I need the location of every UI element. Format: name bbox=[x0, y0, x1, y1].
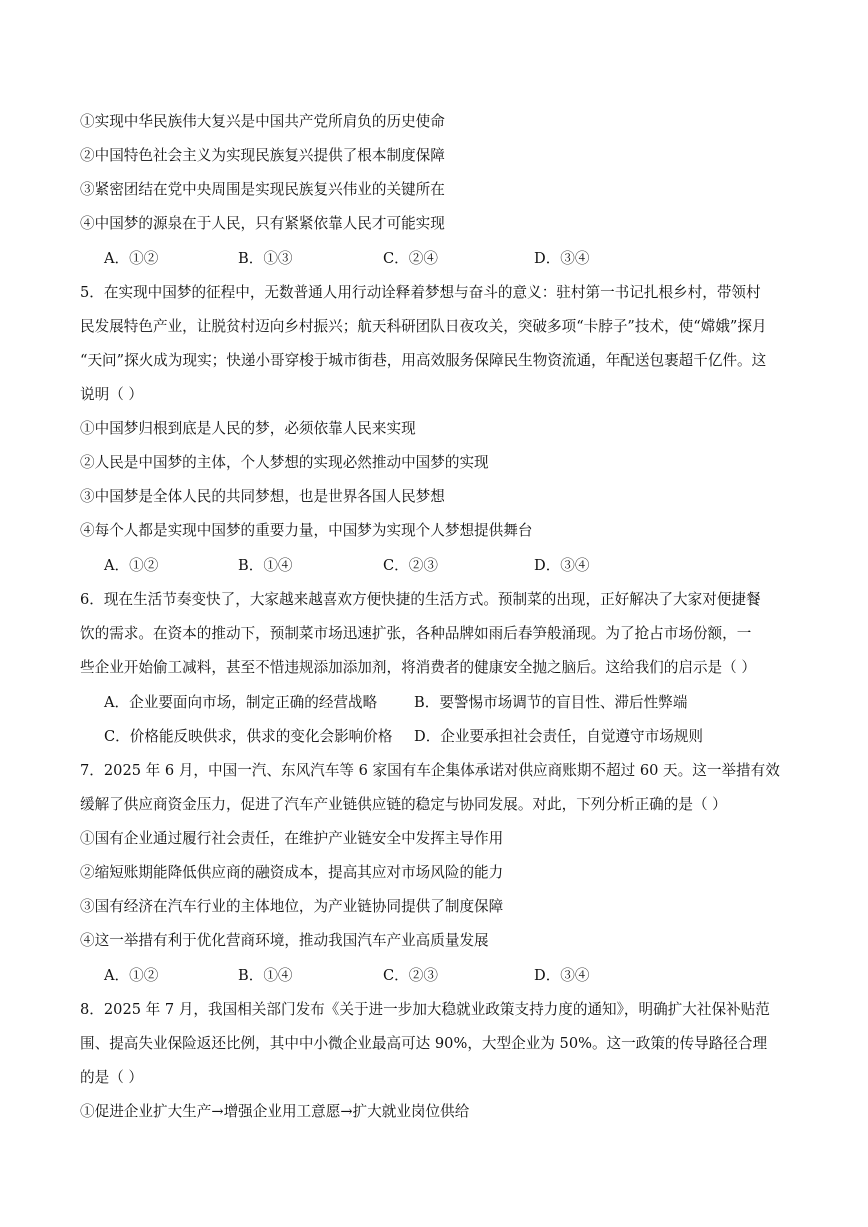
q6-option-d[interactable]: D．企业要承担社会责任，自觉遵守市场规则 bbox=[414, 728, 703, 745]
q6-options-row-2 bbox=[104, 727, 804, 747]
q6-stem-line-3: 些企业开始偷工减料，甚至不惜违规添加添加剂，将消费者的健康安全抛之脑后。这给我们的启示是（ ） bbox=[80, 659, 756, 676]
q7-option-d[interactable]: D．③④ bbox=[534, 967, 590, 984]
q6-option-c[interactable]: C．价格能反映供求，供求的变化会影响价格 bbox=[104, 728, 393, 745]
q8-statement-1: ①促进企业扩大生产→增强企业用工意愿→扩大就业岗位供给 bbox=[80, 1103, 470, 1120]
q7-statement-4: ④这一举措有利于优化营商环境，推动我国汽车产业高质量发展 bbox=[80, 932, 489, 949]
q7-statement-2: ②缩短账期能降低供应商的融资成本，提高其应对市场风险的能力 bbox=[80, 864, 504, 881]
q5-stem-line-1: 5．在实现中国梦的征程中，无数普通人用行动诠释着梦想与奋斗的意义：驻村第一书记扎根乡村，带领村 bbox=[80, 284, 761, 301]
q4-options bbox=[104, 249, 804, 269]
q6-option-b[interactable]: B．要警惕市场调节的盲目性、滞后性弊端 bbox=[414, 694, 688, 711]
q5-statement-2: ②人民是中国梦的主体，个人梦想的实现必然推动中国梦的实现 bbox=[80, 454, 489, 471]
q7-option-a[interactable]: A．①② bbox=[104, 967, 159, 984]
q7-option-c[interactable]: C．②③ bbox=[383, 967, 438, 984]
q6-option-a[interactable]: A．企业要面向市场，制定正确的经营战略 bbox=[104, 694, 378, 711]
q7-statement-1: ①国有企业通过履行社会责任，在维护产业链安全中发挥主导作用 bbox=[80, 830, 504, 847]
q6-options-row-1 bbox=[104, 693, 804, 713]
q5-option-c[interactable]: C．②③ bbox=[383, 557, 438, 574]
q5-stem-line-4: 说明（ ） bbox=[80, 386, 144, 403]
q6-stem-line-2: 饮的需求。在资本的推动下，预制菜市场迅速扩张，各种品牌如雨后春笋般涌现。为了抢占市场份额，一 bbox=[80, 625, 752, 642]
q7-option-b[interactable]: B．①④ bbox=[238, 967, 293, 984]
q4-statement-1: ①实现中华民族伟大复兴是中国共产党所肩负的历史使命 bbox=[80, 113, 445, 130]
q4-statement-4: ④中国梦的源泉在于人民，只有紧紧依靠人民才可能实现 bbox=[80, 215, 445, 232]
q5-statement-1: ①中国梦归根到底是人民的梦，必须依靠人民来实现 bbox=[80, 420, 416, 437]
q5-option-d[interactable]: D．③④ bbox=[534, 557, 590, 574]
q4-statement-3: ③紧密团结在党中央周围是实现民族复兴伟业的关键所在 bbox=[80, 181, 445, 198]
q5-statement-3: ③中国梦是全体人民的共同梦想，也是世界各国人民梦想 bbox=[80, 488, 445, 505]
q5-option-b[interactable]: B．①④ bbox=[238, 557, 293, 574]
q5-stem-line-3: “天问”探火成为现实；快递小哥穿梭于城市街巷，用高效服务保障民生物资流通，年配送包裹超千亿件。这 bbox=[80, 352, 767, 369]
q5-stem-line-2: 民发展特色产业，让脱贫村迈向乡村振兴；航天科研团队日夜攻关，突破多项“卡脖子”技术，使“嫦娥”探月 bbox=[80, 318, 767, 335]
q7-stem-line-1: 7．2025 年 6 月，中国一汽、东风汽车等 6 家国有车企集体承诺对供应商账期不超过 60 天。这一举措有效 bbox=[80, 762, 780, 779]
q6-stem-line-1: 6．现在生活节奏变快了，大家越来越喜欢方便快捷的生活方式。预制菜的出现，正好解决了大家对便捷餐 bbox=[80, 591, 761, 608]
q7-stem-line-2: 缓解了供应商资金压力，促进了汽车产业链供应链的稳定与协同发展。对此，下列分析正确的是（ ） bbox=[80, 796, 727, 813]
q7-statement-3: ③国有经济在汽车行业的主体地位，为产业链协同提供了制度保障 bbox=[80, 898, 504, 915]
q5-options bbox=[104, 556, 804, 576]
q4-option-d[interactable]: D．③④ bbox=[534, 250, 590, 267]
q4-option-a[interactable]: A．①② bbox=[104, 250, 159, 267]
q4-option-c[interactable]: C．②④ bbox=[383, 250, 438, 267]
q8-stem-line-2: 围、提高失业保险返还比例，其中中小微企业最高可达 90%，大型企业为 50%。这一政策的传导路径合理 bbox=[80, 1035, 768, 1052]
q4-statement-2: ②中国特色社会主义为实现民族复兴提供了根本制度保障 bbox=[80, 147, 445, 164]
q4-option-b[interactable]: B．①③ bbox=[238, 250, 293, 267]
q5-option-a[interactable]: A．①② bbox=[104, 557, 159, 574]
q8-stem-line-3: 的是（ ） bbox=[80, 1069, 144, 1086]
q8-stem-line-1: 8．2025 年 7 月，我国相关部门发布《关于进一步加大稳就业政策支持力度的通知》，明确扩大社保补贴范 bbox=[80, 1001, 770, 1018]
q5-statement-4: ④每个人都是实现中国梦的重要力量，中国梦为实现个人梦想提供舞台 bbox=[80, 522, 533, 539]
q7-options bbox=[104, 966, 804, 986]
